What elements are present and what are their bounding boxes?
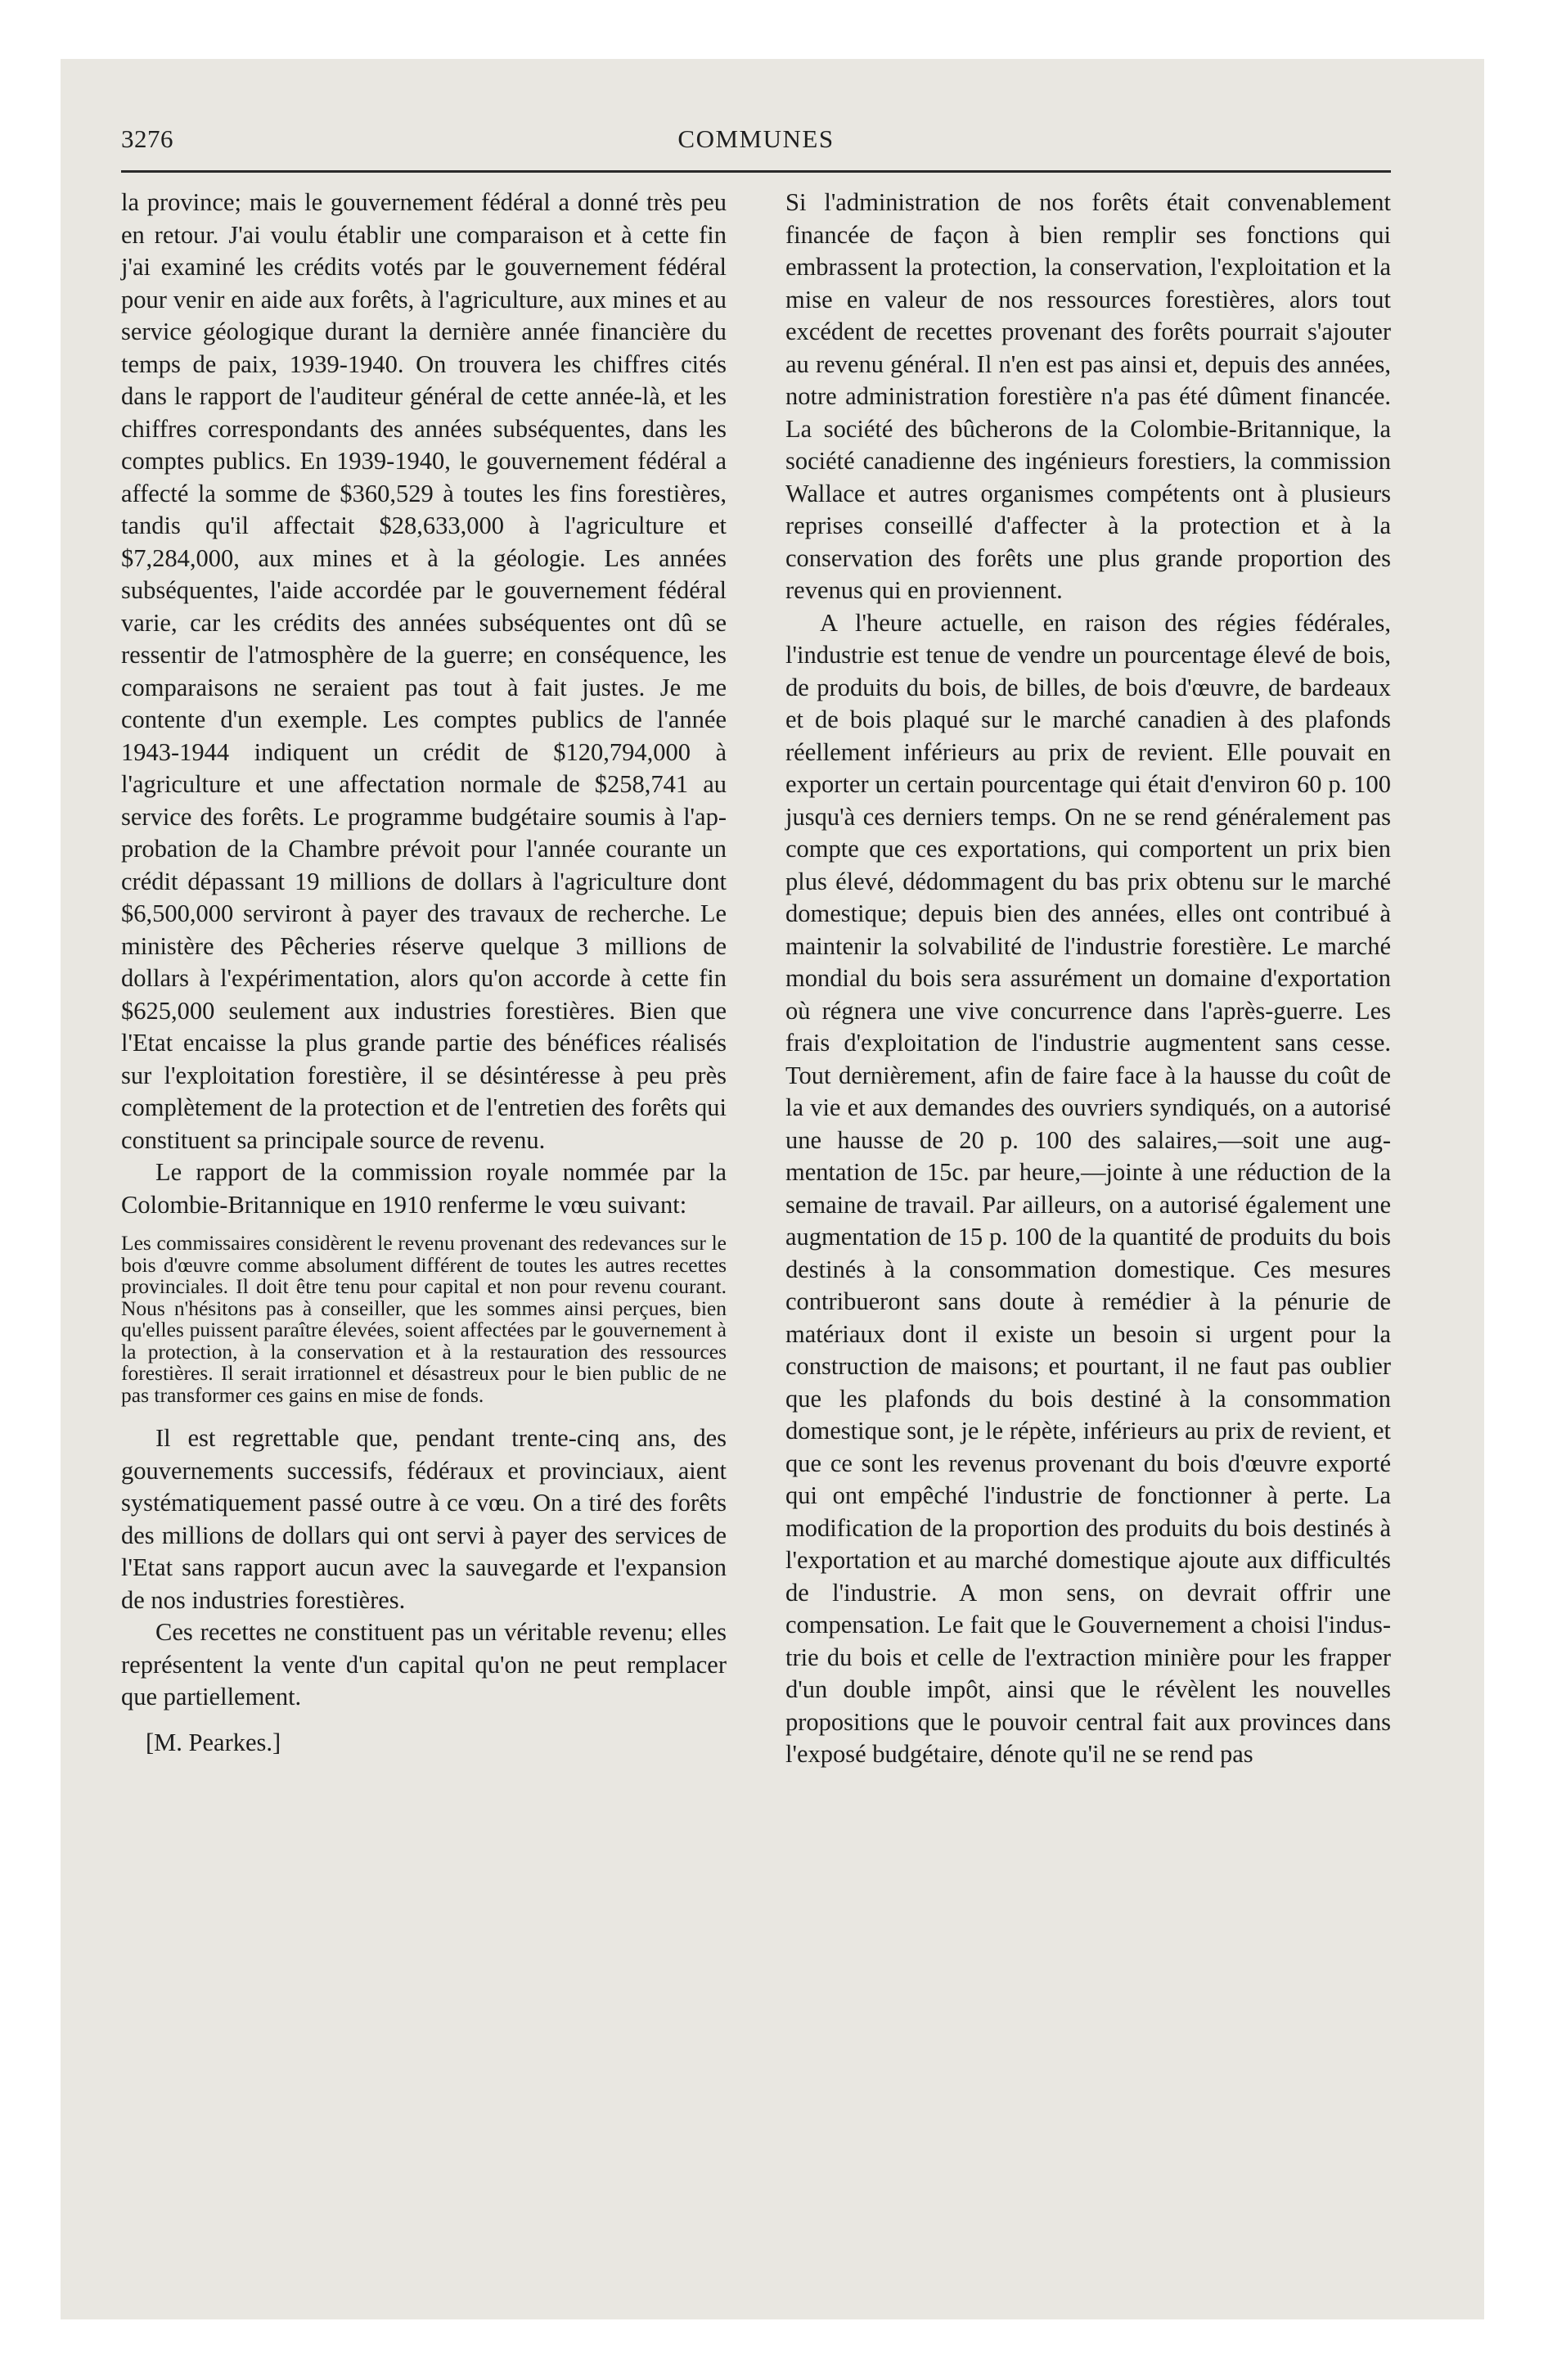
left-paragraph-1: la province; mais le gouvernement fédéral a donné très peu en retour. J'ai voulu établir une comparaison et à cette fin j'ai examiné les crédits votés par le gouvernement fédéral pour venir en aide aux forêts, à l'agriculture, aux mines et au service géologique durant la dernière année financière du temps de paix, 1939-1940. On trouvera les chiffres cités dans le rapport de l'auditeur général de cette année-là, et les chiffres correspondants des années subséquentes, dans les comptes publics. En 1939-1940, le gouvernement fédéral a affecté la somme de $360,529 à toutes les fins forestières, tandis qu'il affectait $28,633,000 à l'agriculture et $7,284,000, aux mines et à la géologie. Les années subséquentes, l'aide accordée par le gouvernement fédéral varie, car les crédits des années subséquentes ont dû se ressentir de l'atmosphère de la guerre; en conséquence, les comparaisons ne seraient pas tout à fait justes. Je me contente d'un exemple. Les comptes publics de l'année 1943-1944 indiquent un crédit de $120,794,000 à l'agriculture et une affectation normale de $258,741 au service des forêts. Le programme budgétaire soumis à l'approbation de la Chambre prévoit pour l'année courante un crédit dépassant 19 millions de dollars à l'agriculture dont $6,500,000 serviront à payer des travaux de recherche. Le ministère des Pêcheries réserve quelque 3 millions de dollars à l'expérimentation, alors qu'on accorde à cette fin $625,000 seulement aux industries forestières. Bien que l'Etat encaisse la plus grande partie des bénéfices réalisés sur l'exploitation forestière, il se désintéresse à peu près complètement de la protection et de l'entretien des forêts qui constituent sa principale source de revenu. <box>121 188 727 1154</box>
right-paragraph-2: A l'heure actuelle, en raison des régies fédérales, l'industrie est tenue de vendre un pourcentage élevé de bois, de produits du bois, de billes, de bois d'œuvre, de bardeaux et de bois plaqué sur le marché canadien à des plafonds réellement inférieurs au prix de revient. Elle pouvait en exporter un certain pourcentage qui était d'environ 60 p. 100 jusqu'à ces derniers temps. On ne se rend généralement pas compte que ces exportations, qui comportent un prix bien plus élevé, dédommagent du bas prix obtenu sur le marché domestique; depuis bien des années, elles ont contribué à maintenir la solvabilité de l'industrie forestière. Le marché mondial du bois sera assurément un domaine d'exportation où régnera une vive concurrence dans l'après-guerre. Les frais d'exploitation de l'industrie augmentent sans cesse. Tout dernièrement, afin de faire face à la hausse du coût de la vie et aux demandes des ouvriers syndiqués, on a autorisé une hausse de 20 p. 100 des salaires,—soit une augmentation de 15c. par heure,—jointe à une réduction de la semaine de travail. Par ailleurs, on a autorisé également une augmentation de 15 p. 100 de la quantité de produits du bois destinés à la consommation domestique. Ces mesures contribueront sans doute à remédier à la pénurie de matériaux dont il existe un besoin si urgent pour la construction de maisons; et pourtant, il ne faut pas oublier que les plafonds du bois destiné à la consommation domestique sont, je le répète, inférieurs au prix de revient, et que ce sont les revenus provenant du bois d'œuvre exporté qui ont empêché l'industrie de fonctionner à perte. La modification de la proportion des produits du bois destinés à l'exportation et au marché domestique ajoute aux difficultés de l'industrie. A mon sens, on devrait offrir une compensation. Le fait que le Gouvernement a choisi l'industrie du bois et celle de l'extraction minière pour les frapper d'un double impôt, ainsi que le révèlent les nouvelles propositions que le pouvoir central fait aux provinces dans l'exposé budgétaire, dénote qu'il ne se rend pas <box>785 608 1391 1768</box>
right-paragraph-1: Si l'administration de nos forêts était convenablement financée de façon à bien remplir ses fonctions qui embrassent la protection, la conservation, l'exploitation et la mise en valeur de nos ressources forestières, alors tout excédent de recettes provenant des forêts pourrait s'ajouter au revenu général. Il n'en est pas ainsi et, depuis des années, notre administration forestière n'a pas été dûment financée. La société des bûcherons de la Colombie-Britannique, la société canadienne des ingénieurs forestiers, la commission Wallace et autres organismes compétents ont à plusieurs reprises conseillé d'affecter à la protection et à la conservation des forêts une plus grande proportion des revenus qui en proviennent. <box>785 188 1391 604</box>
page-header <box>121 124 1391 165</box>
left-paragraph-4: Ces recettes ne constituent pas un véritable revenu; elles représentent la vente d'un capital qu'on ne peut remplacer que partiellement. <box>121 1618 727 1711</box>
running-title: COMMUNES <box>677 124 835 153</box>
left-column <box>121 187 727 1759</box>
page-number: 3276 <box>121 124 173 153</box>
speaker-signature: [M. Pearkes.] <box>146 1728 281 1756</box>
right-column <box>785 187 1391 1771</box>
header-rule <box>121 170 1391 173</box>
block-quote: Les commissaires considèrent le revenu provenant des redevances sur le bois d'œuvre comme absolument différent de toutes les autres recettes provinciales. Il doit être tenu pour capital et non pour revenu courant. Nous n'hésitons pas à conseiller, que les sommes ainsi perçues, bien qu'elles puissent paraître élevées, soient affectées par le gouvernement à la protection, à la conservation et à la restauration des ressources forestières. Il serait irrationnel et désastreux pour le bien public de ne pas transformer ces gains en mise de fonds. <box>121 1231 727 1407</box>
left-paragraph-2: Le rapport de la commission royale nommée par la Colombie-Britannique en 1910 renferme le vœu suivant: <box>121 1158 727 1219</box>
left-paragraph-3: Il est regrettable que, pendant trente-cinq ans, des gouvernements successifs, fédéraux et provinciaux, aient systématiquement passé outre à ce vœu. On a tiré des forêts des millions de dollars qui ont servi à payer des services de l'Etat sans rapport aucun avec la sauvegarde et l'expansion de nos industries forestières. <box>121 1424 727 1614</box>
